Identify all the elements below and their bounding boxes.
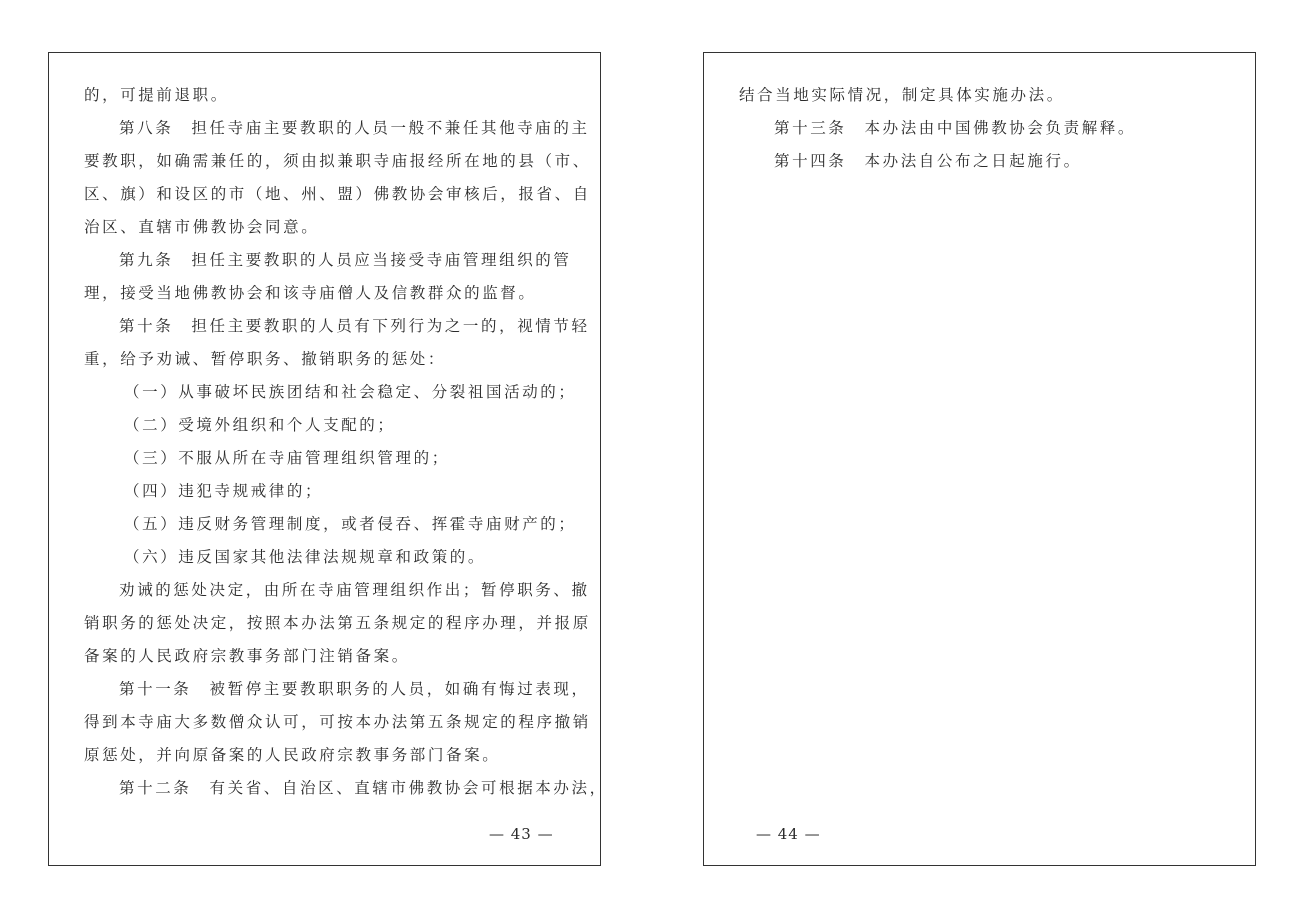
- text-line: 第十三条 本办法由中国佛教协会负责解释。: [774, 119, 1137, 137]
- page-number: — 44 —: [756, 825, 821, 843]
- document-page-44: [703, 52, 1256, 866]
- text-line: 销职务的惩处决定，按照本办法第五条规定的程序办理，并报原: [84, 614, 591, 632]
- text-line: （二）受境外组织和个人支配的；: [124, 416, 396, 434]
- text-line: 原惩处，并向原备案的人民政府宗教事务部门备案。: [84, 746, 501, 764]
- text-line: 第十二条 有关省、自治区、直辖市佛教协会可根据本办法，: [119, 779, 608, 797]
- text-line: 第十一条 被暂停主要教职职务的人员，如确有悔过表现，: [119, 680, 590, 698]
- text-line: 理，接受当地佛教协会和该寺庙僧人及信教群众的监督。: [84, 284, 537, 302]
- document-page-43: [48, 52, 608, 866]
- text-line: 重，给予劝诫、暂停职务、撤销职务的惩处：: [84, 350, 447, 368]
- text-line: 劝诫的惩处决定，由所在寺庙管理组织作出；暂停职务、撤: [119, 581, 590, 599]
- text-line: 治区、直辖市佛教协会同意。: [84, 218, 320, 236]
- text-line: 的，可提前退职。: [84, 86, 229, 104]
- text-line: 要教职，如确需兼任的，须由拟兼职寺庙报经所在地的县（市、: [84, 152, 591, 170]
- text-line: 第九条 担任主要教职的人员应当接受寺庙管理组织的管: [119, 251, 572, 269]
- text-line: （四）违犯寺规戒律的；: [124, 482, 324, 500]
- text-line: （六）违反国家其他法律法规规章和政策的。: [124, 548, 487, 566]
- page-number: — 43 —: [489, 825, 554, 843]
- text-line: 第十四条 本办法自公布之日起施行。: [774, 152, 1082, 170]
- text-line: （五）违反财务管理制度，或者侵吞、挥霍寺庙财产的；: [124, 515, 577, 533]
- text-line: 得到本寺庙大多数僧众认可，可按本办法第五条规定的程序撤销: [84, 713, 591, 731]
- text-line: 第八条 担任寺庙主要教职的人员一般不兼任其他寺庙的主: [119, 119, 590, 137]
- text-line: 区、旗）和设区的市（地、州、盟）佛教协会审核后，报省、自: [84, 185, 591, 203]
- text-line: 备案的人民政府宗教事务部门注销备案。: [84, 647, 410, 665]
- text-line: 结合当地实际情况，制定具体实施办法。: [739, 86, 1065, 104]
- text-line: （一）从事破坏民族团结和社会稳定、分裂祖国活动的；: [124, 383, 577, 401]
- text-line: （三）不服从所在寺庙管理组织管理的；: [124, 449, 450, 467]
- text-line: 第十条 担任主要教职的人员有下列行为之一的，视情节轻: [119, 317, 590, 335]
